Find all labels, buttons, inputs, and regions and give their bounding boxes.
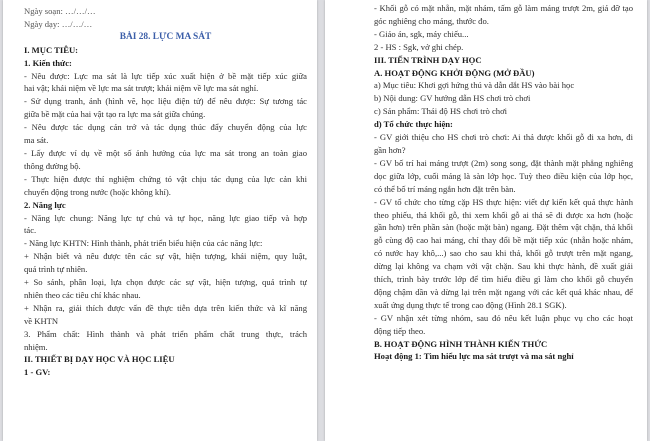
- left-page-line: + Nhận biết và nêu được tên các sự vật, hiện tượng, khái niệm, quy luật,: [24, 251, 307, 262]
- left-page-line: - Thực hiện được thí nghiệm chứng tỏ vật chịu tác dụng của lực cản khi: [24, 173, 307, 184]
- right-page-line: động chậm dần và dừng lại trên mặt ngang với các kết quả khác nhau, để: [374, 286, 633, 297]
- right-page-line: d) Tổ chức thực hiện:: [374, 119, 453, 130]
- left-page-line: 1 - GV:: [24, 367, 51, 378]
- left-page-line: - Năng lực chung: Năng lực tự chủ và tự học, năng lực giao tiếp và hợp: [24, 212, 307, 223]
- left-page-line: quá trình tự nhiên.: [24, 264, 88, 275]
- right-page-line: - GV nhận xét từng nhóm, sau đó nêu kết luận phục vụ cho các hoạt: [374, 312, 633, 323]
- left-page-line: - Nêu được: Lực ma sát là lực tiếp xúc xuất hiện ở bề mặt tiếp xúc giữa: [24, 70, 307, 81]
- left-page-line: - Năng lực KHTN: Hình thành, phát triển biểu hiện của các năng lực:: [24, 238, 263, 249]
- left-page-line: Ngày dạy: …/…/…: [24, 18, 93, 29]
- right-page-line: - Giáo án, sgk, máy chiếu...: [374, 28, 469, 39]
- right-page-line: III. TIẾN TRÌNH DẠY HỌC: [374, 54, 482, 65]
- left-page-line: về KHTN: [24, 315, 59, 326]
- left-page-line: + Nhận ra, giải thích được vấn đề thực tiễn dựa trên kiến thức và kĩ năng: [24, 302, 307, 313]
- left-page-line: hai vật; khái niệm về lực ma sát trượt; khái niệm về lực ma sát nghỉ.: [24, 83, 259, 94]
- right-page-line: B. HOẠT ĐỘNG HÌNH THÀNH KIẾN THỨC: [374, 338, 548, 349]
- right-page-line: c) Sản phẩm: Thái độ HS chơi trò chơi: [374, 106, 508, 117]
- left-page-line: giữa bề mặt của hai vật tạo ra lực ma sát giữa chúng.: [24, 109, 206, 120]
- left-page-line: Ngày soạn: …/…/…: [24, 6, 96, 16]
- left-page-line: BÀI 28. LỰC MA SÁT: [119, 31, 212, 42]
- right-page-line: thích, trình bày trước lớp để tìm hiểu điều gì làm cho khối gỗ chuyển: [374, 274, 633, 285]
- right-page-line: xuất ứng dụng thực tế trong cao động (Hình 28.1 SGK).: [374, 299, 567, 310]
- right-page-line: có nước hay khô,...) sao cho sau khi thả, khối gỗ trượt trên mặt ngang,: [374, 248, 633, 259]
- right-page-line: dọc giữa lớp, cuối máng là sàn lớp học. Tuỳ theo điều kiện của lớp học,: [374, 170, 633, 181]
- right-page-line: gần hơn?: [374, 144, 406, 155]
- left-page-line: - Nêu được tác dụng cản trở và tác dụng thúc đẩy chuyển động của lực: [24, 122, 307, 133]
- left-page-line: thông đường bộ.: [24, 160, 81, 171]
- left-page-line: ma sát.: [24, 135, 49, 146]
- right-page-line: a) Mục tiêu: Khơi gợi hứng thú và dẫn dắt HS vào bài học: [374, 80, 575, 91]
- left-page-line: nhiên theo các tiêu chí khác nhau.: [24, 289, 141, 300]
- left-page-line: nhiệm.: [24, 341, 48, 352]
- right-page-line: góc nghiêng cho máng, thước đo.: [374, 15, 489, 26]
- right-page-line: gỗ cùng độ cao hai máng, chỉ thay đổi bề mặt tiếp xúc (nhẵn hoặc nhám,: [374, 235, 633, 246]
- right-page-line: - Khối gỗ có mặt nhẵn, mặt nhám, tấm gỗ làm máng trượt 2m, giá đỡ tạo: [374, 3, 633, 13]
- left-page-line: 3. Phẩm chất: Hình thành và phát triển phẩm chất trung thực, trách: [24, 328, 307, 339]
- right-page-line: 2 - HS : Sgk, vở ghi chép.: [374, 41, 464, 52]
- right-page-line: Hoạt động 1: Tìm hiểu lực ma sát trượt và ma sát nghỉ: [374, 351, 574, 362]
- left-page-line: - Sử dụng tranh, ảnh (hình vẽ, học liệu điện tử) để nêu được: Sự tương tác: [24, 96, 307, 107]
- right-page-line: - GV giới thiệu cho HS chơi trò chơi: Ai thả được khối gỗ đi xa hơn, đi: [374, 132, 633, 143]
- document-page-left: [3, 0, 317, 441]
- right-page-line: dừng lại không va chạm với vật chặn. Sau khi thực hành, đề xuất giải: [374, 261, 633, 272]
- right-page-line: theo phiếu, thả khối gỗ, thi xem khối gỗ ai thả sẽ đi được xa hơn (hoặc: [374, 209, 633, 220]
- left-page-line: chuyển động trong nước (hoặc không khí).: [24, 186, 171, 197]
- right-page-line: - GV bố trí hai máng trượt (2m) song song, đặt thành mặt phẳng nghiêng: [374, 157, 633, 168]
- right-page-line: có thể bố trí máng ngắn hơn đặt trên bàn.: [374, 183, 516, 194]
- right-page-line: A. HOẠT ĐỘNG KHỞI ĐỘNG (MỞ ĐẦU): [374, 67, 535, 78]
- right-page-line: động tiếp theo.: [374, 325, 426, 336]
- left-page-line: + So sánh, phân loại, lựa chọn được các sự vật, hiện tượng, quá trình tự: [24, 277, 307, 288]
- left-page-line: 1. Kiến thức:: [24, 57, 72, 68]
- left-page-line: - Lấy được ví dụ về một số ảnh hưởng của lực ma sát trong an toàn giao: [24, 147, 307, 158]
- left-page-line: II. THIẾT BỊ DẠY HỌC VÀ HỌC LIỆU: [24, 354, 175, 365]
- right-page-line: - GV tổ chức cho từng cặp HS thực hiện: viết dự kiến kết quả thực hành: [374, 196, 633, 207]
- document-page-right: [325, 0, 647, 441]
- left-page-line: I. MỤC TIÊU:: [24, 44, 79, 55]
- right-page-line: gần hơn) trên phần sàn (hoặc mặt bàn) ngang. Đặt thêm vật chặn, thả khối: [374, 222, 633, 233]
- left-page-line: 2. Năng lực: [24, 199, 66, 210]
- right-page-line: b) Nội dung: GV hướng dẫn HS chơi trò chơi: [374, 93, 531, 104]
- left-page-line: tác.: [24, 225, 37, 236]
